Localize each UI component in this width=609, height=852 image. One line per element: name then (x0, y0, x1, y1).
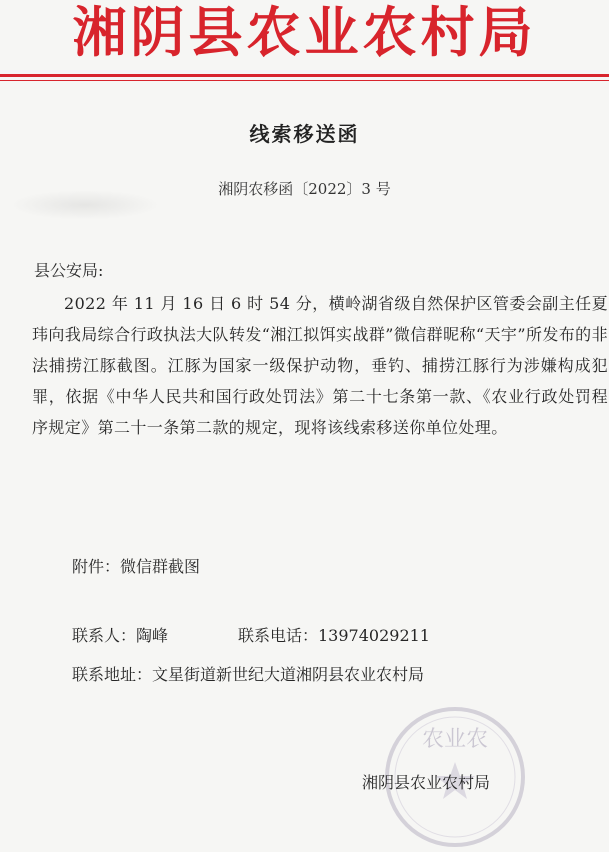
contact-person: 联系人：陶峰 (72, 626, 169, 645)
attachment-line: 附件：微信群截图 (72, 557, 201, 576)
letterhead-rule-thick (0, 74, 609, 77)
letterhead-title: 湘阴县农业农村局 (72, 1, 537, 64)
document-number: 湘阴农移函〔2022〕3 号 (218, 180, 391, 198)
signature: 湘阴县农业农村局 (362, 773, 491, 792)
body-paragraph: 2022 年 11 月 16 日 6 时 54 分，横岭湖省级自然保护区管委会副主任夏玮向我局综合行政执法大队转发“湘江拟饵实战群”微信群昵称“天宇”所发布的非法捕捞江豚截图。江豚为国家一级保护动物，垂钓、捕捞江豚行为涉嫌构成犯罪，依据《中华人民共和国行政处罚法》第二十七条第一款、《农业行政处罚程序规定》第二十一条第二款的规定，现将该线索移送你单位处理。 (32, 294, 608, 437)
contact-phone: 联系电话：13974029211 (238, 626, 430, 645)
document-title: 线索移送函 (249, 122, 360, 146)
letterhead-rule-thin (0, 80, 609, 81)
seal-text: 农业农 (421, 727, 489, 752)
addressee: 县公安局: (34, 261, 104, 280)
contact-address: 联系地址：文星街道新世纪大道湘阴县农业农村局 (72, 665, 425, 684)
